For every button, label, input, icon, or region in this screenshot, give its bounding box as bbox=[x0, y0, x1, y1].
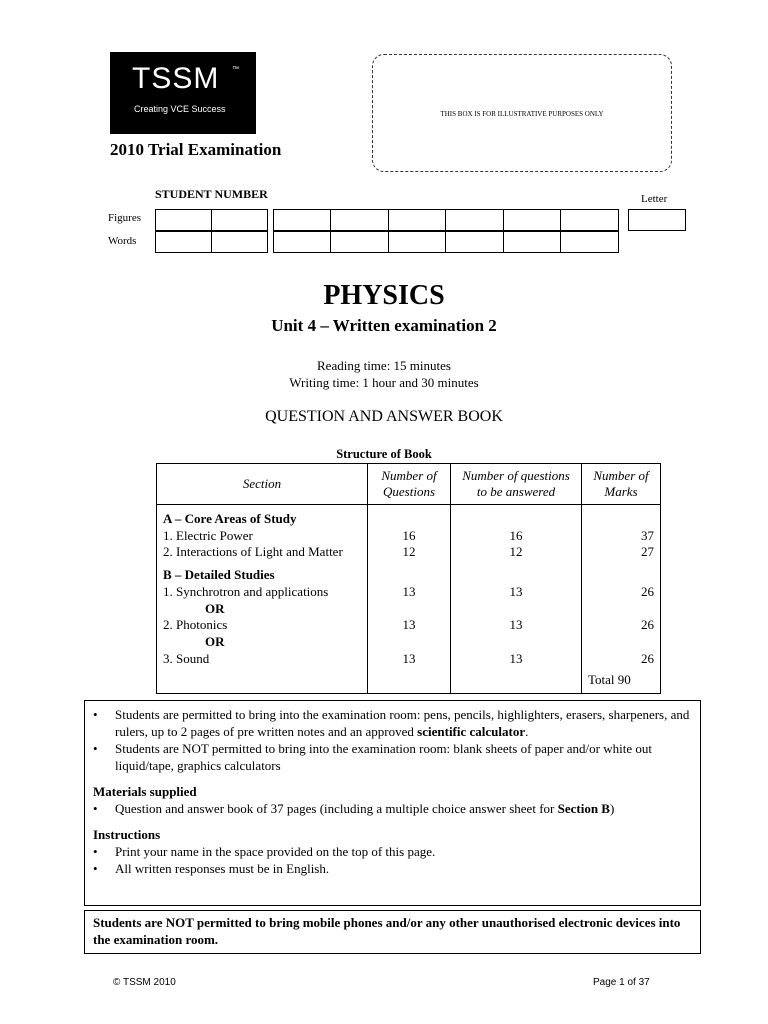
materials-text-end: ) bbox=[609, 801, 615, 816]
table-row bbox=[157, 567, 661, 584]
row-name: 2. Photonics bbox=[157, 617, 368, 634]
row-name: 1. Electric Power bbox=[157, 528, 368, 545]
figures-label: Figures bbox=[108, 212, 141, 224]
table-row bbox=[157, 511, 661, 528]
row-questions: 13 bbox=[368, 584, 451, 601]
letter-cell[interactable] bbox=[628, 209, 686, 231]
subject-title: PHYSICS bbox=[323, 280, 445, 311]
words-cell-8[interactable] bbox=[560, 231, 619, 253]
rule-bullet-1 bbox=[85, 706, 700, 740]
unit-title: Unit 4 – Written examination 2 bbox=[271, 316, 497, 335]
figures-cell-6[interactable] bbox=[445, 209, 504, 231]
words-cell-7[interactable] bbox=[503, 231, 561, 253]
total-marks: Total 90 bbox=[582, 667, 661, 693]
figures-cell-5[interactable] bbox=[388, 209, 446, 231]
rule-text-end: . bbox=[525, 724, 529, 739]
exam-title: 2010 Trial Examination bbox=[110, 140, 282, 159]
header-num-marks: Number of Marks bbox=[582, 464, 661, 505]
writing-time: Writing time: 1 hour and 30 minutes bbox=[289, 375, 479, 390]
logo-trademark: ™ bbox=[232, 66, 239, 73]
structure-table bbox=[156, 463, 661, 694]
student-number-label: STUDENT NUMBER bbox=[155, 187, 268, 201]
row-answered: 16 bbox=[451, 528, 582, 545]
rules-box bbox=[84, 700, 701, 906]
warning-box: Students are NOT permitted to bring mobile phones and/or any other unauthorised electronic devices into the examination room. bbox=[84, 910, 701, 954]
row-name: 2. Interactions of Light and Matter bbox=[157, 544, 368, 561]
structure-title: Structure of Book bbox=[336, 447, 432, 461]
table-row bbox=[157, 617, 661, 634]
row-questions: 13 bbox=[368, 651, 451, 668]
section-a-label: A – Core Areas of Study bbox=[157, 511, 368, 528]
or-label: OR bbox=[157, 634, 368, 651]
words-cell-3[interactable] bbox=[273, 231, 331, 253]
instructions-heading: Instructions bbox=[93, 827, 161, 842]
figures-cell-7[interactable] bbox=[503, 209, 561, 231]
book-title: QUESTION AND ANSWER BOOK bbox=[265, 408, 503, 425]
row-name: 3. Sound bbox=[157, 651, 368, 668]
logo-main-text: TSSM bbox=[132, 62, 220, 95]
materials-bold-text: Section B bbox=[557, 801, 610, 816]
table-row bbox=[157, 544, 661, 561]
instruction-bullet-1: • Print your name in the space provided on the top of this page. bbox=[85, 843, 700, 860]
figures-cell-3[interactable] bbox=[273, 209, 331, 231]
section-b-label: B – Detailed Studies bbox=[157, 567, 368, 584]
table-row bbox=[157, 601, 661, 618]
materials-bullet bbox=[85, 800, 700, 817]
header-num-answered: Number of questions to be answered bbox=[451, 464, 582, 505]
table-row bbox=[157, 651, 661, 668]
row-marks: 26 bbox=[582, 617, 661, 634]
figures-cell-8[interactable] bbox=[560, 209, 619, 231]
table-row bbox=[157, 528, 661, 545]
rule-text: Students are permitted to bring into the examination room: pens, pencils, highlighters, erasers, sharpeners, and rulers, up to 2 pages of pre written notes and an approved bbox=[115, 707, 690, 739]
row-questions: 16 bbox=[368, 528, 451, 545]
figures-cell-1[interactable] bbox=[155, 209, 212, 231]
table-row bbox=[157, 634, 661, 651]
row-marks: 26 bbox=[582, 584, 661, 601]
row-marks: 27 bbox=[582, 544, 661, 561]
figures-cell-2[interactable] bbox=[211, 209, 268, 231]
row-answered: 13 bbox=[451, 651, 582, 668]
letter-label: Letter bbox=[641, 193, 668, 205]
row-marks: 37 bbox=[582, 528, 661, 545]
table-row bbox=[157, 584, 661, 601]
row-marks: 26 bbox=[582, 651, 661, 668]
row-answered: 13 bbox=[451, 617, 582, 634]
words-cell-5[interactable] bbox=[388, 231, 446, 253]
row-name: 1. Synchrotron and applications bbox=[157, 584, 368, 601]
instruction-bullet-2: • All written responses must be in English. bbox=[85, 860, 700, 877]
row-questions: 12 bbox=[368, 544, 451, 561]
logo-tagline: Creating VCE Success bbox=[134, 104, 226, 114]
materials-text: Question and answer book of 37 pages (including a multiple choice answer sheet for bbox=[115, 801, 558, 816]
words-cell-4[interactable] bbox=[330, 231, 389, 253]
header-num-questions: Number of Questions bbox=[368, 464, 451, 505]
rule-bullet-2: • Students are NOT permitted to bring into the examination room: blank sheets of paper and/or white out liquid/tape, graphics calculators bbox=[85, 740, 700, 774]
illustrative-box-text: THIS BOX IS FOR ILLUSTRATIVE PURPOSES ONLY bbox=[440, 110, 604, 118]
footer-copyright: © TSSM 2010 bbox=[113, 977, 176, 988]
words-cell-6[interactable] bbox=[445, 231, 504, 253]
footer-page-number: Page 1 of 37 bbox=[593, 977, 650, 988]
words-cell-2[interactable] bbox=[211, 231, 268, 253]
words-label: Words bbox=[108, 235, 137, 247]
illustrative-box bbox=[372, 54, 672, 172]
tssm-logo bbox=[110, 52, 256, 134]
header-section: Section bbox=[157, 464, 368, 505]
row-questions: 13 bbox=[368, 617, 451, 634]
rule-bold-text: scientific calculator bbox=[417, 724, 526, 739]
words-cell-1[interactable] bbox=[155, 231, 212, 253]
materials-heading: Materials supplied bbox=[93, 784, 197, 799]
figures-cell-4[interactable] bbox=[330, 209, 389, 231]
or-label: OR bbox=[157, 601, 368, 618]
reading-time: Reading time: 15 minutes bbox=[317, 358, 451, 373]
row-answered: 12 bbox=[451, 544, 582, 561]
row-answered: 13 bbox=[451, 584, 582, 601]
table-total-row bbox=[157, 667, 661, 693]
